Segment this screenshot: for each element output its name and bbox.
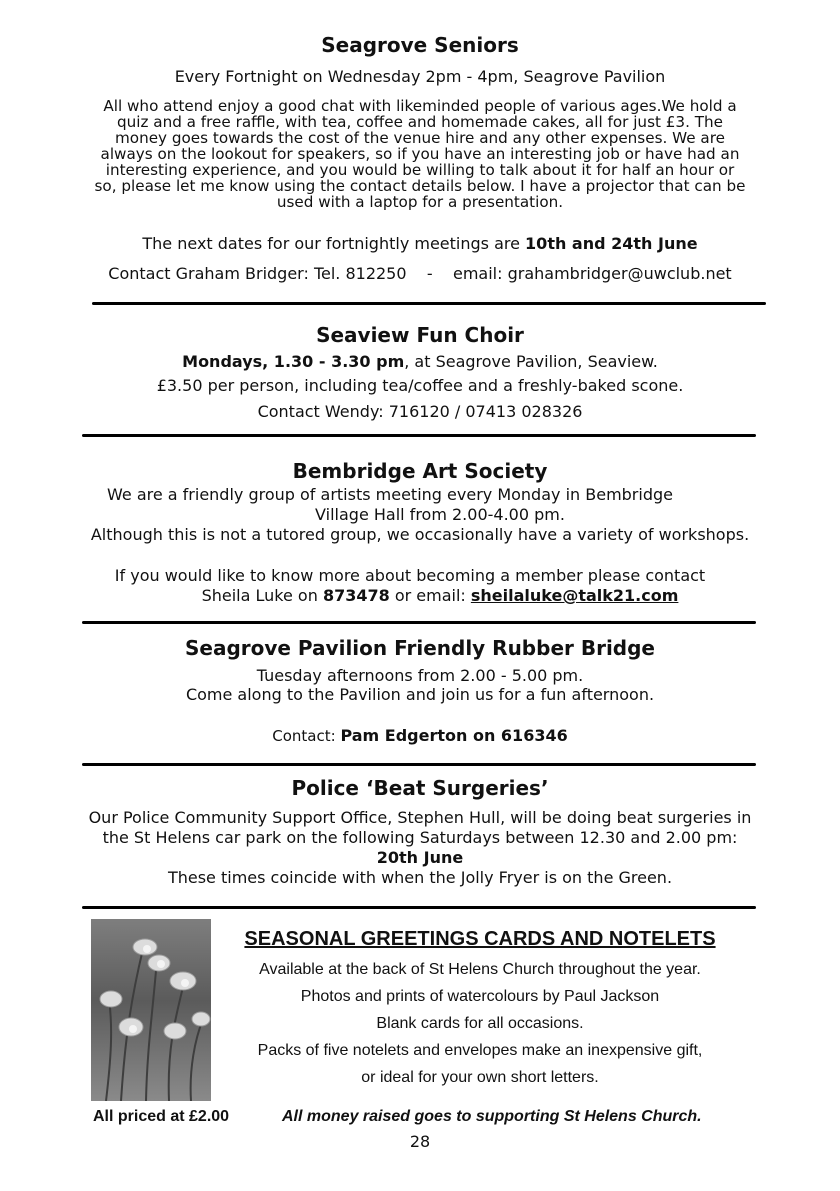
bridge-title: Seagrove Pavilion Friendly Rubber Bridge [184,636,655,660]
art-contact-phone: 873478 [322,586,390,605]
police-line: the St Helens car park on the following Saturdays between 12.30 and 2.00 pm: [102,828,738,847]
seniors-schedule: Every Fortnight on Wednesday 2pm - 4pm, Seagrove Pavilion [174,67,666,86]
daffodil-icon [91,919,211,1101]
choir-price: £3.50 per person, including tea/coffee and a freshly-baked scone. [156,376,684,395]
art-line: Village Hall from 2.00-4.00 pm. [315,505,565,524]
seniors-para-line: interesting experience, and you would be willing to talk about it for half an hour or [105,161,735,179]
cards-line: or ideal for your own short letters. [361,1069,599,1086]
art-contact-line [20,586,840,605]
seniors-para-line: always on the lookout for speakers, so if you have an interesting job or have had an [100,145,740,163]
bridge-contact [0,726,840,745]
cards-line: Photos and prints of watercolours by Paul Jackson [300,988,660,1005]
seniors-para-line: All who attend enjoy a good chat with likeminded people of various ages.We hold a [103,97,737,115]
dates-prefix: The next dates for our fortnightly meetings are [142,234,526,253]
cards-title: SEASONAL GREETINGS CARDS AND NOTELETS [244,928,716,950]
choir-when-bold: Mondays, 1.30 - 3.30 pm [182,352,405,371]
cards-price: All priced at £2.00 [93,1108,230,1125]
divider [82,621,756,624]
choir-when [0,352,840,371]
cards-block [230,928,730,1087]
choir-when-rest: , at Seagrove Pavilion, Seaview. [404,352,658,371]
cards-line: Packs of five notelets and envelopes make an inexpensive gift, [257,1042,703,1059]
page-number: 28 [409,1132,431,1151]
seniors-para-line: used with a laptop for a presentation. [276,193,564,211]
cards-line: Available at the back of St Helens Church throughout the year. [259,961,701,978]
bridge-contact-label: Contact: [272,727,341,745]
bridge-contact-bold: Pam Edgerton on 616346 [340,726,568,745]
seniors-title: Seagrove Seniors [321,33,519,57]
divider [82,434,756,437]
seniors-contact: Contact Graham Bridger: Tel. 812250 - email: grahambridger@uwclub.net [108,264,732,283]
cards-note: All money raised goes to supporting St Helens Church. [282,1108,702,1125]
art-contact-name: Sheila Luke on [201,586,323,605]
cards-line: Blank cards for all occasions. [376,1015,584,1032]
police-line: These times coincide with when the Jolly Fryer is on the Green. [167,868,673,887]
bridge-line: Come along to the Pavilion and join us for a fun afternoon. [185,685,655,704]
bridge-line: Tuesday afternoons from 2.00 - 5.00 pm. [256,666,584,685]
seniors-para-line: money goes towards the cost of the venue hire and any other expenses. We are [114,129,725,147]
divider [82,906,756,909]
dates-bold: 10th and 24th June [525,234,698,253]
seniors-para-line: quiz and a free raffle, with tea, coffee and homemade cakes, all for just £3. The [116,113,723,131]
art-line: Although this is not a tutored group, we occasionally have a variety of workshops. [90,525,750,544]
police-date: 20th June [376,848,464,867]
choir-title: Seaview Fun Choir [316,323,524,347]
seniors-para-line: so, please let me know using the contact details below. I have a projector that can be [94,177,746,195]
art-email-link[interactable]: sheilaluke@talk21.com [470,586,679,605]
daffodil-photo [91,919,211,1101]
divider [82,763,756,766]
divider [92,302,766,305]
art-line: We are a friendly group of artists meeting every Monday in Bembridge [107,485,673,504]
art-contact-email-label: or email: [389,586,471,605]
art-line: If you would like to know more about becoming a member please contact [114,566,706,585]
art-title: Bembridge Art Society [292,459,548,483]
choir-contact: Contact Wendy: 716120 / 07413 028326 [257,402,583,421]
seniors-next-dates [0,234,840,253]
police-title: Police ‘Beat Surgeries’ [291,776,549,800]
police-line: Our Police Community Support Office, Stephen Hull, will be doing beat surgeries in [88,808,752,827]
